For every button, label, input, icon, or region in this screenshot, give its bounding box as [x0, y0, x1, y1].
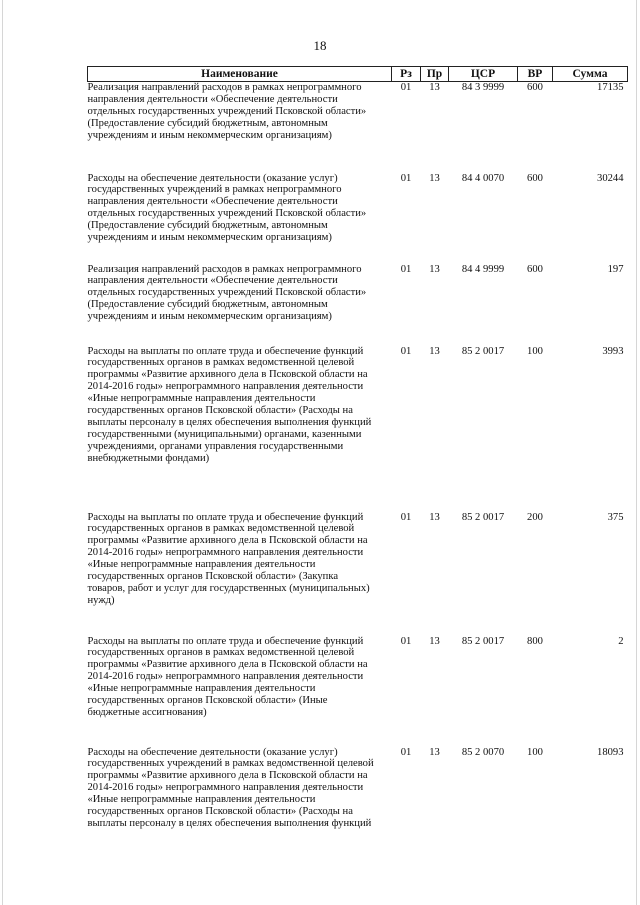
row-csr: 85 2 0070	[461, 746, 505, 758]
row-pr: 13	[429, 746, 440, 758]
row-vr: 600	[527, 172, 543, 184]
row-sum: 2	[618, 635, 624, 647]
header-row	[88, 67, 628, 82]
table-row	[88, 173, 628, 264]
row-name: Расходы на обеспечение деятельности (оказание услуг) государственных учреждений в рамках ведомственной целевой программы «Развитие архивного дела в Псковской области на 2014-2016 годы» непрограммного направления деятельности «Иные непрограммные направления деятельности государственных органов Псковской области» (Расходы на выплаты персоналу в целях обеспечения выполнения функций	[87, 746, 374, 829]
row-pr: 13	[429, 635, 440, 647]
row-sum: 197	[607, 263, 624, 275]
row-pr: 13	[429, 345, 440, 357]
row-csr: 84 3 9999	[461, 82, 505, 93]
row-rz: 01	[400, 263, 412, 275]
row-vr: 800	[527, 635, 543, 647]
page-number: 18	[313, 38, 327, 53]
row-rz: 01	[400, 345, 412, 357]
row-vr: 600	[527, 82, 543, 93]
row-sum: 18093	[597, 746, 624, 758]
table-row	[88, 346, 628, 512]
row-vr: 100	[527, 746, 543, 758]
row-rz: 01	[400, 82, 412, 93]
row-vr: 200	[527, 511, 543, 523]
row-rz: 01	[400, 172, 412, 184]
header-rz: Рз	[392, 67, 421, 82]
header-name: Наименование	[88, 67, 392, 82]
row-csr: 85 2 0017	[461, 635, 505, 647]
row-name: Реализация направлений расходов в рамках непрограммного направления деятельности «Обеспечение деятельности отдельных государственных учреждений Псковской области» (Предоставление субсидий бюджетным, автономным учреждениям и иным некоммерческим организациям)	[87, 263, 367, 323]
row-name: Расходы на выплаты по оплате труда и обеспечение функций государственных органов в рамках ведомственной целевой программы «Развитие архивного дела в Псковской области на 2014-2016 годы» непрограммного направления деятельности «Иные непрограммные направления деятельности государственных органов Псковской области» (Закупка товаров, работ и услуг для государственных (муниципальных) нужд)	[87, 511, 370, 606]
scan-edge-right	[636, 0, 637, 905]
row-name: Расходы на выплаты по оплате труда и обеспечение функций государственных органов в рамках ведомственной целевой программы «Развитие архивного дела в Псковской области на 2014-2016 годы» непрограммного направления деятельности «Иные непрограммные направления деятельности государственных органов Псковской области» (Иные бюджетные ассигнования)	[87, 635, 368, 718]
table-body	[88, 82, 628, 857]
row-name: Расходы на обеспечение деятельности (оказание услуг) государственных учреждений в рамках непрограммного направления деятельности «Обеспечение деятельности отдельных государственных учреждений Псковской области» (Предоставление субсидий бюджетным, автономным учреждениям и иным некоммерческим организациям)	[87, 172, 367, 244]
table-row	[88, 512, 628, 636]
row-pr: 13	[429, 263, 440, 275]
header-pr: Пр	[421, 67, 449, 82]
row-rz: 01	[400, 746, 412, 758]
row-sum: 3993	[602, 345, 624, 357]
row-pr: 13	[429, 172, 440, 184]
scan-edge-left	[2, 0, 3, 905]
table-header	[88, 67, 628, 82]
row-pr: 13	[429, 82, 440, 93]
header-csr: ЦСР	[449, 67, 518, 82]
header-vr: ВР	[518, 67, 553, 82]
table-row	[88, 82, 628, 173]
table-row	[88, 636, 628, 747]
row-csr: 85 2 0017	[461, 511, 505, 523]
header-sum: Сумма	[553, 67, 628, 82]
row-name: Реализация направлений расходов в рамках непрограммного направления деятельности «Обеспечение деятельности отдельных государственных учреждений Псковской области» (Предоставление субсидий бюджетным, автономным учреждениям и иным некоммерческим организациям)	[87, 82, 367, 141]
row-vr: 100	[527, 345, 543, 357]
row-sum: 30244	[597, 172, 624, 184]
row-rz: 01	[400, 635, 412, 647]
row-csr: 85 2 0017	[461, 345, 505, 357]
row-vr: 600	[527, 263, 543, 275]
row-csr: 84 4 0070	[461, 172, 505, 184]
budget-table	[87, 66, 628, 857]
row-rz: 01	[400, 511, 412, 523]
table-row	[88, 264, 628, 346]
row-sum: 375	[607, 511, 624, 523]
table-row	[88, 747, 628, 857]
row-name: Расходы на выплаты по оплате труда и обеспечение функций государственных органов в рамках ведомственной целевой программы «Развитие архивного дела в Псковской области на 2014-2016 годы» непрограммного направления деятельности «Иные непрограммные направления деятельности государственных органов Псковской области» (Расходы на выплаты персоналу в целях обеспечения выполнения функций государственными (муниципальными) органами, казенными учреждениями, органами управления государственными внебюджетными фондами)	[87, 345, 372, 464]
row-sum: 17135	[597, 82, 624, 93]
row-csr: 84 4 9999	[461, 263, 505, 275]
row-pr: 13	[429, 511, 440, 523]
